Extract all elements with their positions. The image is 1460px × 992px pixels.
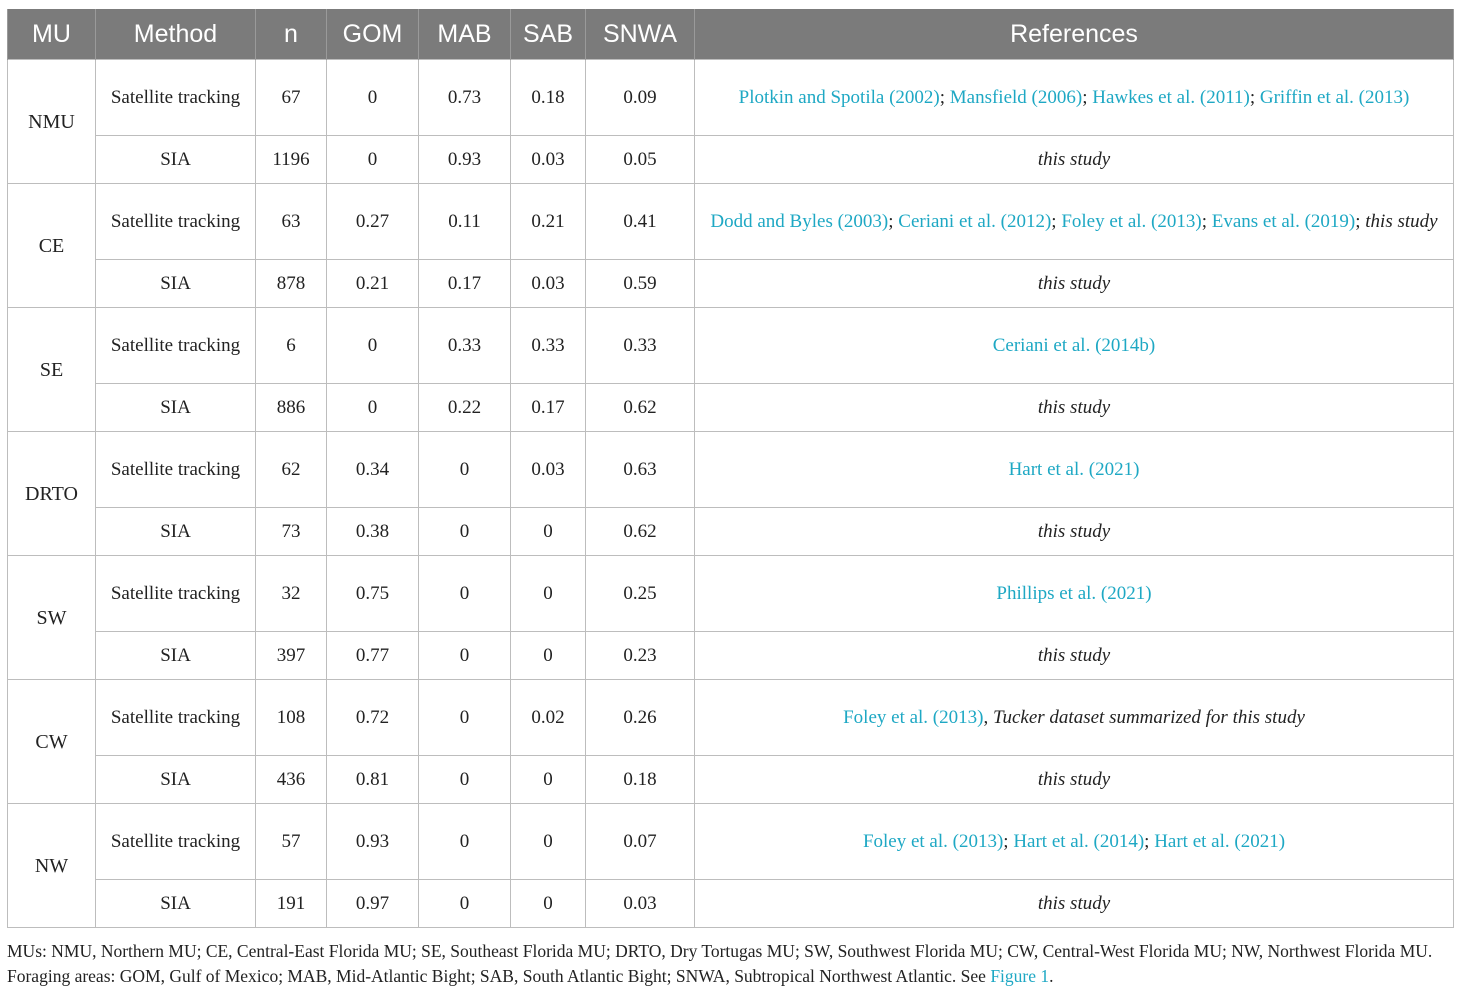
method-cell: SIA <box>96 260 256 308</box>
sab-cell: 0 <box>511 880 586 928</box>
sab-cell: 0 <box>511 508 586 556</box>
snwa-cell: 0.62 <box>586 508 695 556</box>
sab-cell: 0.03 <box>511 260 586 308</box>
reference-note: this study <box>1037 396 1111 418</box>
method-cell: Satellite tracking <box>96 432 256 508</box>
references-cell <box>695 308 1454 384</box>
mab-cell: 0.33 <box>419 308 511 384</box>
method-cell: SIA <box>96 632 256 680</box>
reference-separator: ; <box>1355 210 1366 232</box>
snwa-cell: 0.09 <box>586 60 695 136</box>
snwa-cell: 0.59 <box>586 260 695 308</box>
method-cell: Satellite tracking <box>96 184 256 260</box>
n-cell: 6 <box>256 308 327 384</box>
reference-link[interactable]: Ceriani et al. (2014b) <box>992 334 1156 356</box>
snwa-cell: 0.18 <box>586 756 695 804</box>
mab-cell: 0 <box>419 632 511 680</box>
method-cell: SIA <box>96 508 256 556</box>
gom-cell: 0 <box>327 60 419 136</box>
header-sab: SAB <box>511 9 586 60</box>
mab-cell: 0.17 <box>419 260 511 308</box>
method-cell: Satellite tracking <box>96 60 256 136</box>
gom-cell: 0.93 <box>327 804 419 880</box>
mab-cell: 0.93 <box>419 136 511 184</box>
mu-cell: SW <box>8 556 96 680</box>
gom-cell: 0.34 <box>327 432 419 508</box>
reference-note: this study <box>1037 892 1111 914</box>
header-mu: MU <box>8 9 96 60</box>
sab-cell: 0.03 <box>511 432 586 508</box>
reference-note: this study <box>1037 768 1111 790</box>
reference-link[interactable]: Hart et al. (2021) <box>1008 458 1140 480</box>
reference-note: this study <box>1037 520 1111 542</box>
sab-cell: 0 <box>511 804 586 880</box>
reference-link[interactable]: Ceriani et al. (2012) <box>898 210 1052 232</box>
sab-cell: 0 <box>511 756 586 804</box>
n-cell: 62 <box>256 432 327 508</box>
reference-link[interactable]: Griffin et al. (2013) <box>1259 86 1410 108</box>
gom-cell: 0.21 <box>327 260 419 308</box>
table-row <box>8 556 1454 632</box>
snwa-cell: 0.05 <box>586 136 695 184</box>
mu-cell: NMU <box>8 60 96 184</box>
reference-note: this study <box>1365 210 1438 232</box>
snwa-cell: 0.26 <box>586 680 695 756</box>
reference-separator: ; <box>1249 86 1260 108</box>
references-cell <box>695 508 1454 556</box>
gom-cell: 0.27 <box>327 184 419 260</box>
references-cell <box>695 136 1454 184</box>
sab-cell: 0.02 <box>511 680 586 756</box>
n-cell: 878 <box>256 260 327 308</box>
mu-cell: CE <box>8 184 96 308</box>
method-cell: SIA <box>96 756 256 804</box>
table-row <box>8 384 1454 432</box>
table-row <box>8 632 1454 680</box>
gom-cell: 0 <box>327 136 419 184</box>
reference-separator: ; <box>1201 210 1212 232</box>
mab-cell: 0 <box>419 680 511 756</box>
n-cell: 1196 <box>256 136 327 184</box>
n-cell: 57 <box>256 804 327 880</box>
mab-cell: 0 <box>419 556 511 632</box>
gom-cell: 0.38 <box>327 508 419 556</box>
method-cell: SIA <box>96 880 256 928</box>
reference-separator: ; <box>1051 210 1062 232</box>
reference-link[interactable]: Foley et al. (2013) <box>1061 210 1202 232</box>
references-cell <box>695 432 1454 508</box>
gom-cell: 0.77 <box>327 632 419 680</box>
reference-note: this study <box>1037 644 1111 666</box>
method-cell: SIA <box>96 384 256 432</box>
references-cell <box>695 260 1454 308</box>
sab-cell: 0.17 <box>511 384 586 432</box>
gom-cell: 0 <box>327 308 419 384</box>
n-cell: 63 <box>256 184 327 260</box>
reference-separator: ; <box>1144 830 1155 852</box>
n-cell: 886 <box>256 384 327 432</box>
references-cell <box>695 184 1454 260</box>
sab-cell: 0.21 <box>511 184 586 260</box>
table-row <box>8 184 1454 260</box>
n-cell: 67 <box>256 60 327 136</box>
snwa-cell: 0.63 <box>586 432 695 508</box>
reference-note: this study <box>1037 272 1111 294</box>
reference-link[interactable]: Hart et al. (2014) <box>1013 830 1145 852</box>
table-row <box>8 508 1454 556</box>
header-references: References <box>695 9 1454 60</box>
header-method: Method <box>96 9 256 60</box>
snwa-cell: 0.62 <box>586 384 695 432</box>
reference-separator: ; <box>939 86 950 108</box>
reference-link[interactable]: Foley et al. (2013) <box>843 706 984 728</box>
mu-cell: CW <box>8 680 96 804</box>
table-footnote <box>7 939 1453 989</box>
reference-link[interactable]: Hawkes et al. (2011) <box>1092 86 1250 108</box>
reference-link[interactable]: Phillips et al. (2021) <box>996 582 1152 604</box>
mab-cell: 0.22 <box>419 384 511 432</box>
header-n: n <box>256 9 327 60</box>
header-mab: MAB <box>419 9 511 60</box>
sab-cell: 0.18 <box>511 60 586 136</box>
method-cell: SIA <box>96 136 256 184</box>
snwa-cell: 0.23 <box>586 632 695 680</box>
table-row <box>8 880 1454 928</box>
mu-cell: SE <box>8 308 96 432</box>
gom-cell: 0.75 <box>327 556 419 632</box>
table-row <box>8 680 1454 756</box>
sab-cell: 0.33 <box>511 308 586 384</box>
gom-cell: 0 <box>327 384 419 432</box>
method-cell: Satellite tracking <box>96 556 256 632</box>
n-cell: 191 <box>256 880 327 928</box>
references-cell <box>695 680 1454 756</box>
reference-separator: ; <box>888 210 899 232</box>
references-cell <box>695 384 1454 432</box>
reference-separator: ; <box>1082 86 1093 108</box>
mab-cell: 0.73 <box>419 60 511 136</box>
mab-cell: 0 <box>419 756 511 804</box>
reference-note: this study <box>1037 148 1111 170</box>
reference-separator: , <box>983 706 993 728</box>
method-cell: Satellite tracking <box>96 308 256 384</box>
header-snwa: SNWA <box>586 9 695 60</box>
references-cell <box>695 880 1454 928</box>
reference-link[interactable]: Foley et al. (2013) <box>862 830 1004 852</box>
method-cell: Satellite tracking <box>96 804 256 880</box>
data-table <box>7 9 1454 928</box>
sab-cell: 0.03 <box>511 136 586 184</box>
table-row <box>8 308 1454 384</box>
gom-cell: 0.72 <box>327 680 419 756</box>
header-row <box>8 9 1454 60</box>
references-cell <box>695 632 1454 680</box>
snwa-cell: 0.07 <box>586 804 695 880</box>
mab-cell: 0 <box>419 880 511 928</box>
reference-link[interactable]: Mansfield (2006) <box>949 86 1083 108</box>
sab-cell: 0 <box>511 556 586 632</box>
footnote-end: . <box>1049 966 1054 986</box>
mab-cell: 0 <box>419 432 511 508</box>
mab-cell: 0.11 <box>419 184 511 260</box>
figure-link[interactable]: Figure 1 <box>990 966 1050 986</box>
references-cell <box>695 60 1454 136</box>
n-cell: 32 <box>256 556 327 632</box>
method-cell: Satellite tracking <box>96 680 256 756</box>
table-row <box>8 804 1454 880</box>
reference-note: Tucker dataset summarized for this study <box>992 706 1305 728</box>
gom-cell: 0.97 <box>327 880 419 928</box>
reference-separator: ; <box>1003 830 1014 852</box>
reference-link[interactable]: Evans et al. (2019) <box>1211 210 1356 232</box>
n-cell: 397 <box>256 632 327 680</box>
table-row <box>8 756 1454 804</box>
reference-link[interactable]: Plotkin and Spotila (2002) <box>738 86 940 108</box>
snwa-cell: 0.33 <box>586 308 695 384</box>
n-cell: 73 <box>256 508 327 556</box>
references-cell <box>695 556 1454 632</box>
snwa-cell: 0.03 <box>586 880 695 928</box>
reference-link[interactable]: Hart et al. (2021) <box>1154 830 1286 852</box>
header-gom: GOM <box>327 9 419 60</box>
mu-cell: DRTO <box>8 432 96 556</box>
footnote-text: MUs: NMU, Northern MU; CE, Central-East Florida MU; SE, Southeast Florida MU; DRTO, Dry Tortugas MU; SW, Southwest Florida MU; CW, Central-West Florida MU; NW, Northwest Florida MU. Foraging areas: GOM, Gulf of Mexico; MAB, Mid-Atlantic Bight; SAB, South Atlantic Bight; SNWA, Subtropical Northwest Atlantic. See <box>7 941 1433 986</box>
table-row <box>8 260 1454 308</box>
gom-cell: 0.81 <box>327 756 419 804</box>
snwa-cell: 0.41 <box>586 184 695 260</box>
references-cell <box>695 804 1454 880</box>
table-row <box>8 432 1454 508</box>
reference-link[interactable]: Dodd and Byles (2003) <box>710 210 889 232</box>
mab-cell: 0 <box>419 804 511 880</box>
table-row <box>8 60 1454 136</box>
n-cell: 436 <box>256 756 327 804</box>
references-cell <box>695 756 1454 804</box>
mab-cell: 0 <box>419 508 511 556</box>
snwa-cell: 0.25 <box>586 556 695 632</box>
mu-cell: NW <box>8 804 96 928</box>
n-cell: 108 <box>256 680 327 756</box>
table-row <box>8 136 1454 184</box>
sab-cell: 0 <box>511 632 586 680</box>
table-body <box>8 60 1454 928</box>
